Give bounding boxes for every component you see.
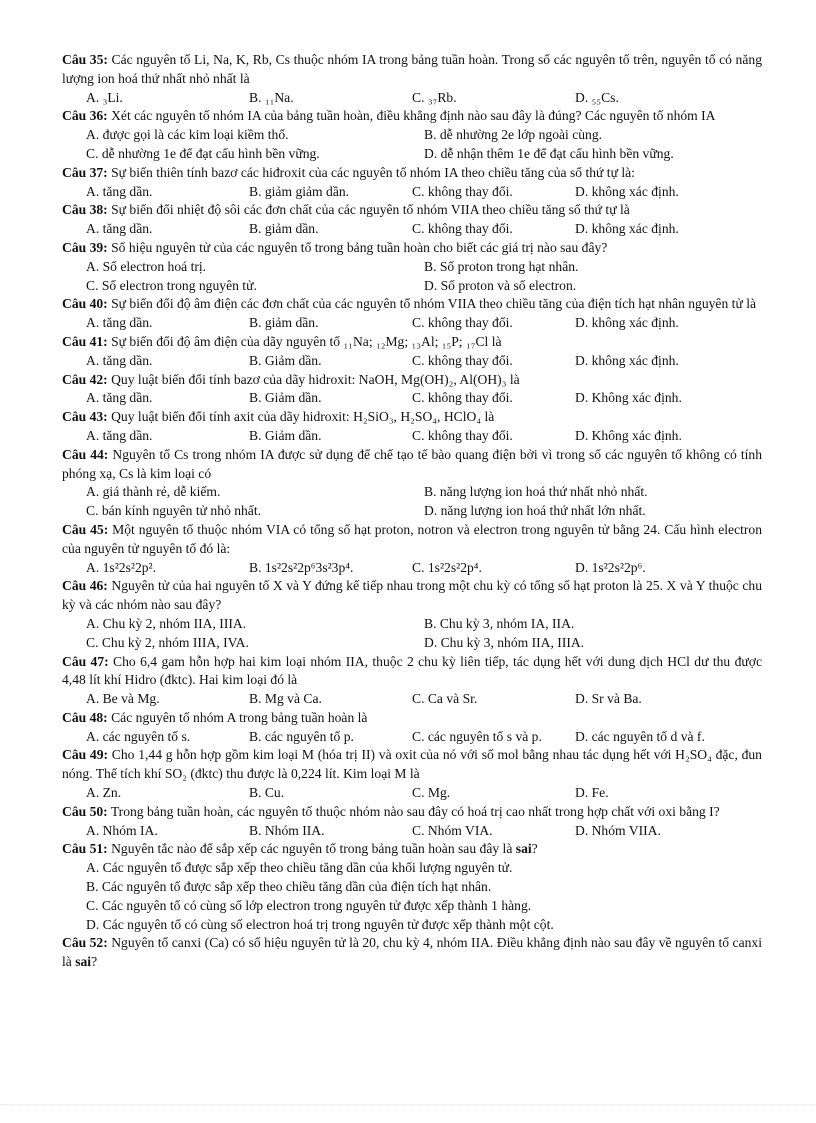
question-number: Câu 47:: [62, 653, 109, 669]
question-block: [62, 521, 762, 577]
answer-option: A. giá thành rẻ, dễ kiếm.: [86, 484, 221, 500]
answer-option: B. giảm giảm dần.: [249, 183, 350, 199]
question-text: Sự biến thiên tính bazơ các hiđroxit của các nguyên tố nhóm IA theo chiều tăng của số thứ tự là:: [111, 164, 635, 180]
question-block: [62, 201, 762, 239]
question-block: [62, 746, 762, 802]
question-block: [62, 164, 762, 202]
answer-options: [62, 502, 762, 521]
answer-option: A. Số electron hoá trị.: [86, 258, 207, 274]
answer-option: D. Fe.: [575, 785, 609, 801]
question-stem: [62, 446, 762, 484]
answer-option: B. giảm dần.: [249, 221, 319, 237]
answer-options: [62, 559, 762, 578]
answer-option: B. Giảm dần.: [249, 390, 322, 406]
question-text: Xét các nguyên tố nhóm IA của bảng tuần hoàn, điều khẳng định nào sau đây là đúng? Các nguyên tố nhóm IA: [111, 108, 716, 124]
answer-option: D. Số proton và số electron.: [424, 277, 577, 293]
answer-option: A. Zn.: [86, 785, 122, 801]
question-text: Nguyên tố Cs trong nhóm IA được sử dụng để chế tạo tế bào quang điện bởi vì trong số các nguyên tố không có tính phóng xạ, Cs là kim loại có: [62, 446, 762, 481]
answer-option: D. Nhóm VIIA.: [575, 822, 661, 838]
answer-options: [62, 89, 762, 108]
question-block: [62, 446, 762, 521]
question-stem: [62, 295, 762, 314]
answer-option: B. năng lượng ion hoá thứ nhất nhỏ nhất.: [424, 484, 648, 500]
answer-options: [62, 126, 762, 145]
answer-option: B. Giảm dần.: [249, 427, 322, 443]
answer-option: D. không xác định.: [575, 315, 679, 331]
question-number: Câu 44:: [62, 446, 109, 462]
answer-option: C. không thay đổi.: [412, 427, 513, 443]
answer-options: [62, 183, 762, 202]
answer-option: C. Chu kỳ 2, nhóm IIIA, IVA.: [86, 634, 249, 650]
answer-options: [62, 389, 762, 408]
question-block: [62, 934, 762, 972]
answer-option: B. Nhóm IIA.: [249, 822, 325, 838]
question-block: [62, 371, 762, 409]
question-text: Nguyên tử của hai nguyên tố X và Y đứng kế tiếp nhau trong một chu kỳ có tổng số hạt proton là 25. X và Y thuộc chu kỳ và các nhóm nào sau đây?: [62, 578, 762, 613]
answer-option: A. tăng dần.: [86, 183, 153, 199]
answer-option: C. không thay đổi.: [412, 221, 513, 237]
question-stem: [62, 408, 762, 427]
question-stem: [62, 521, 762, 559]
answer-option: B. Các nguyên tố được sắp xếp theo chiều tăng dần của điện tích hạt nhân.: [86, 879, 492, 895]
question-number: Câu 41:: [62, 333, 108, 349]
answer-option: B. 1s²2s²2p⁶3s²3p⁴.: [249, 559, 354, 575]
answer-option: A. Các nguyên tố được sắp xếp theo chiều tăng dần của khối lượng nguyên tử.: [86, 860, 513, 876]
question-text: Cho 1,44 g hỗn hợp gồm kim loại M (hóa trị II) và oxit của nó với số mol bằng nhau tác dụng hết với H₂SO₄ đặc, đun nóng. Thể tích khí SO₂ (đktc) thu được là 0,224 lít. Kim loại M là: [62, 747, 762, 782]
question-number: Câu 40:: [62, 296, 108, 312]
answer-option: D. không xác định.: [575, 352, 679, 368]
answer-options: [62, 314, 762, 333]
answer-options: [62, 483, 762, 502]
answer-options: [62, 427, 762, 446]
answer-option: A. tăng dần.: [86, 352, 153, 368]
question-stem: [62, 840, 762, 859]
question-block: [62, 239, 762, 295]
question-number: Câu 39:: [62, 239, 108, 255]
question-block: [62, 840, 762, 934]
answer-options: [62, 728, 762, 747]
question-text: Các nguyên tố nhóm A trong bảng tuần hoàn là: [111, 709, 368, 725]
question-block: [62, 577, 762, 652]
answer-option: D. năng lượng ion hoá thứ nhất lớn nhất.: [424, 503, 646, 519]
answer-option: C. không thay đổi.: [412, 183, 513, 199]
answer-option: D. các nguyên tố d và f.: [575, 728, 705, 744]
question-block: [62, 709, 762, 747]
question-number: Câu 51:: [62, 841, 108, 857]
question-stem: [62, 239, 762, 258]
answer-option: B. Cu.: [249, 785, 285, 801]
answer-option: C. Ca và Sr.: [412, 691, 478, 707]
answer-option: B. Chu kỳ 3, nhóm IA, IIA.: [424, 615, 575, 631]
answer-option: D. Sr và Ba.: [575, 691, 642, 707]
answer-option: C. không thay đổi.: [412, 352, 513, 368]
answer-option: A. 1s²2s²2p².: [86, 559, 157, 575]
question-text: Nguyên tố canxi (Ca) có số hiệu nguyên tử là 20, chu kỳ 4, nhóm IIA. Điều khẳng định nào sau đây về nguyên tố canxi là: [62, 935, 762, 970]
answer-option: C. bán kính nguyên tử nhỏ nhất.: [86, 503, 262, 519]
question-stem: [62, 934, 762, 972]
emphasis-word: sai: [515, 841, 532, 857]
question-block: [62, 333, 762, 371]
question-number: Câu 38:: [62, 202, 108, 218]
question-number: Câu 45:: [62, 521, 109, 537]
question-stem: [62, 164, 762, 183]
question-number: Câu 37:: [62, 164, 108, 180]
question-stem: [62, 653, 762, 691]
question-text: Cho 6,4 gam hỗn hợp hai kim loại nhóm IIA, thuộc 2 chu kỳ liên tiếp, tác dụng hết với dung dịch HCl dư thu được 4,48 lít khí Hidro (đktc). Hai kim loại đó là: [62, 653, 762, 688]
question-text: Quy luật biến đổi tính axit của dãy hidroxit: H₂SiO₃, H₂SO₄, HClO₄ là: [111, 409, 495, 425]
answer-options: [62, 634, 762, 653]
answer-option: B. các nguyên tố p.: [249, 728, 354, 744]
answer-option: C. các nguyên tố s và p.: [412, 728, 542, 744]
question-stem: [62, 107, 762, 126]
answer-option: D. dễ nhận thêm 1e để đạt cấu hình bền vững.: [424, 145, 674, 161]
question-stem: [62, 371, 762, 390]
answer-options: [62, 784, 762, 803]
answer-option: D. ₅₅Cs.: [575, 89, 619, 105]
answer-option: C. không thay đổi.: [412, 390, 513, 406]
answer-option: A. các nguyên tố s.: [86, 728, 191, 744]
answer-option: C. ₃₇Rb.: [412, 89, 457, 105]
question-number: Câu 52:: [62, 935, 108, 951]
answer-options: [62, 615, 762, 634]
question-stem: [62, 51, 762, 89]
answer-option: D. Chu kỳ 3, nhóm IIA, IIIA.: [424, 634, 585, 650]
question-tail: ?: [531, 841, 538, 857]
question-block: [62, 803, 762, 841]
question-text: Quy luật biến đổi tính bazơ của dãy hidroxit: NaOH, Mg(OH)₂, Al(OH)₃ là: [111, 371, 520, 387]
answer-option: B. Mg và Ca.: [249, 691, 322, 707]
answer-option: A. Chu kỳ 2, nhóm IIA, IIIA.: [86, 615, 247, 631]
question-number: Câu 43:: [62, 409, 108, 425]
answer-option: D. không xác định.: [575, 221, 679, 237]
answer-option: C. Mg.: [412, 785, 451, 801]
answer-option: C. Các nguyên tố có cùng số lớp electron trong nguyên tử được xếp thành 1 hàng.: [86, 897, 532, 913]
emphasis-word: sai: [75, 954, 92, 970]
answer-options: [62, 258, 762, 277]
question-block: [62, 107, 762, 163]
answer-option: D. Không xác định.: [575, 390, 682, 406]
question-stem: [62, 577, 762, 615]
question-number: Câu 50:: [62, 803, 108, 819]
question-block: [62, 51, 762, 107]
answer-option: A. tăng dần.: [86, 221, 153, 237]
answer-option: A. Nhóm IA.: [86, 822, 158, 838]
answer-option: C. dễ nhường 1e để đạt cấu hình bền vững.: [86, 145, 320, 161]
question-block: [62, 295, 762, 333]
answer-options: [62, 352, 762, 371]
answer-options: [62, 822, 762, 841]
question-block: [62, 653, 762, 709]
answer-option: C. Số electron trong nguyên tử.: [86, 277, 257, 293]
question-text: Trong bảng tuần hoàn, các nguyên tố thuộc nhóm nào sau đây có hoá trị cao nhất trong hợp chất với oxi bằng I?: [110, 803, 720, 819]
answer-option: B. Số proton trong hạt nhân.: [424, 258, 579, 274]
answer-option: B. Giảm dần.: [249, 352, 322, 368]
answer-option: C. Nhóm VIA.: [412, 822, 493, 838]
answer-option: D. Các nguyên tố có cùng số electron hoá trị trong nguyên tử được xếp thành một cột.: [86, 916, 554, 932]
question-stem: [62, 746, 762, 784]
answer-option: C. không thay đổi.: [412, 315, 513, 331]
question-text: Một nguyên tố thuộc nhóm VIA có tổng số hạt proton, notron và electron trong nguyên tử bằng 24. Cấu hình electron của nguyên tử nguyên tố đó là:: [62, 521, 762, 556]
question-number: Câu 46:: [62, 578, 108, 594]
answer-option: A. tăng dần.: [86, 390, 153, 406]
question-stem: [62, 201, 762, 220]
question-text: Các nguyên tố Li, Na, K, Rb, Cs thuộc nhóm IA trong bảng tuần hoàn. Trong số các nguyên tố trên, nguyên tố có năng lượng ion hoá thứ nhất nhỏ nhất là: [62, 52, 762, 86]
question-number: Câu 49:: [62, 747, 109, 763]
answer-option: D. không xác định.: [575, 183, 679, 199]
answer-options: [62, 690, 762, 709]
question-stem: [62, 333, 762, 352]
question-stem: [62, 709, 762, 728]
answer-option: A. tăng dần.: [86, 315, 153, 331]
question-text: Nguyên tắc nào để sắp xếp các nguyên tố trong bảng tuần hoàn sau đây là: [111, 841, 513, 857]
question-text: Sự biến đổi độ âm điện các đơn chất của các nguyên tố nhóm VIIA theo chiều tăng của điện tích hạt nhân nguyên tử là: [111, 296, 757, 312]
answer-option: B. dễ nhường 2e lớp ngoài cùng.: [424, 127, 603, 143]
answer-option: C. 1s²2s²2p⁴.: [412, 559, 482, 575]
question-number: Câu 35:: [62, 52, 108, 67]
question-number: Câu 42:: [62, 371, 108, 387]
question-number: Câu 48:: [62, 709, 108, 725]
answer-options: [62, 220, 762, 239]
question-text: Sự biến đổi nhiệt độ sôi các đơn chất của các nguyên tố nhóm VIIA theo chiều tăng số thứ tự là: [111, 202, 630, 218]
answer-options: [62, 277, 762, 296]
question-number: Câu 36:: [62, 108, 108, 124]
answer-option: D. 1s²2s²2p⁶.: [575, 559, 646, 575]
answer-option: A. được gọi là các kim loại kiềm thổ.: [86, 127, 289, 143]
answer-options: [62, 145, 762, 164]
answer-option: B. giảm dần.: [249, 315, 319, 331]
question-tail: ?: [91, 954, 98, 970]
answer-option: B. ₁₁Na.: [249, 89, 294, 105]
page-bottom-divider: [0, 1104, 816, 1105]
question-text: Sự biến đổi độ âm điện của dãy nguyên tố ₁₁Na; ₁₂Mg; ₁₃Al; ₁₅P; ₁₇Cl là: [111, 333, 502, 349]
question-stem: [62, 803, 762, 822]
exam-page: [62, 51, 762, 972]
answer-option: A. tăng dần.: [86, 427, 153, 443]
question-block: [62, 408, 762, 446]
answer-option: D. Không xác định.: [575, 427, 682, 443]
answer-option: A. Be và Mg.: [86, 691, 160, 707]
question-text: Số hiệu nguyên tử của các nguyên tố trong bảng tuần hoàn cho biết các giá trị nào sau đây?: [111, 239, 608, 255]
answer-option: A. ₃Li.: [86, 89, 123, 105]
